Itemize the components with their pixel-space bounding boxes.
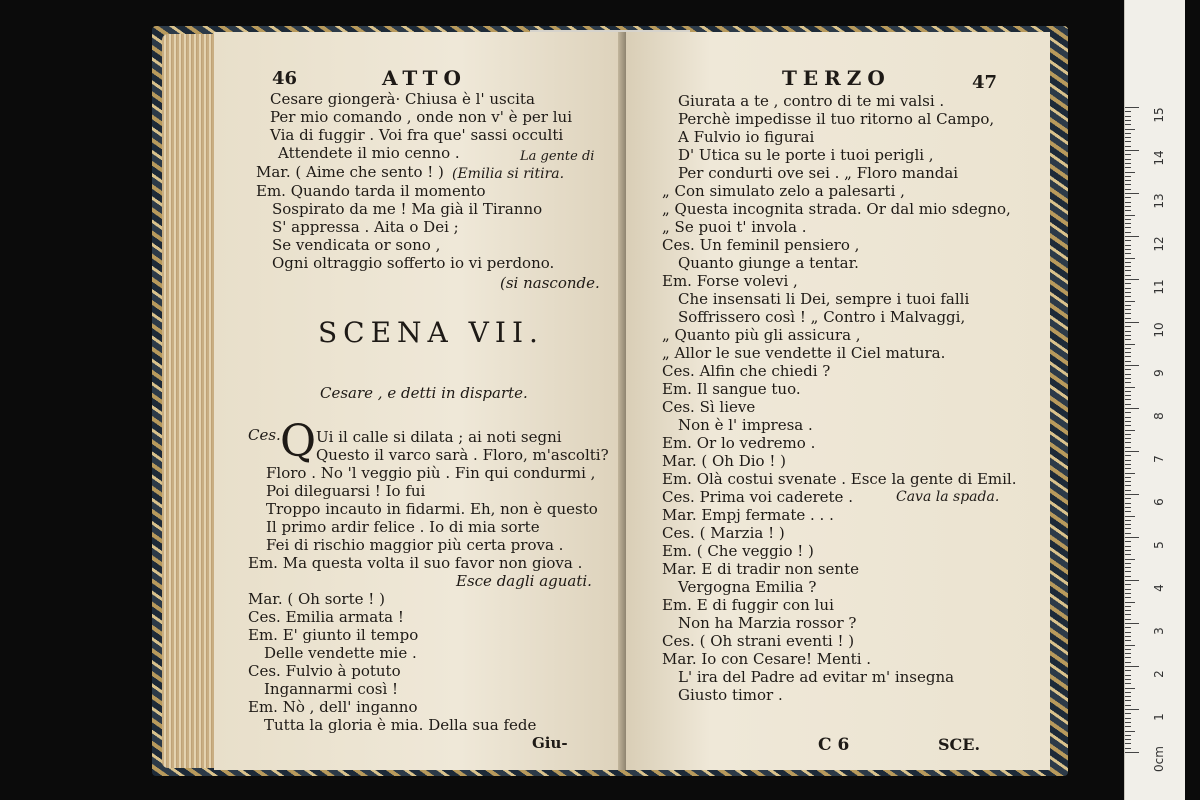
ruler-tick bbox=[1125, 571, 1131, 572]
text-line: Non è l' impresa . bbox=[678, 416, 813, 434]
ruler-tick bbox=[1125, 614, 1131, 615]
ruler-tick bbox=[1125, 249, 1131, 250]
ruler-tick bbox=[1125, 227, 1131, 228]
ruler-tick bbox=[1125, 193, 1139, 194]
ruler-tick bbox=[1125, 172, 1135, 173]
text-line: Em. E' giunto il tempo bbox=[248, 626, 419, 644]
ruler-tick bbox=[1125, 378, 1131, 379]
page-number: 47 bbox=[972, 72, 998, 93]
ruler-tick bbox=[1125, 498, 1131, 499]
scene-title: SCENA VII. bbox=[318, 316, 544, 349]
ruler-tick bbox=[1125, 735, 1131, 736]
ruler-tick bbox=[1125, 520, 1131, 521]
ruler-tick bbox=[1125, 240, 1131, 241]
text-line: Em. Nò , dell' inganno bbox=[248, 698, 418, 716]
ruler-tick bbox=[1125, 748, 1131, 749]
ruler-tick bbox=[1125, 649, 1131, 650]
ruler-tick bbox=[1125, 675, 1131, 676]
ruler-tick bbox=[1125, 202, 1131, 203]
ruler-tick bbox=[1125, 602, 1135, 603]
text-line: Delle vendette mie . bbox=[264, 644, 417, 662]
ruler-tick bbox=[1125, 150, 1139, 151]
ruler-tick bbox=[1125, 223, 1131, 224]
ruler-tick bbox=[1125, 541, 1131, 542]
text-line: Fei di rischio maggior più certa prova . bbox=[266, 536, 564, 554]
ruler-tick bbox=[1125, 391, 1131, 392]
ruler-tick bbox=[1125, 447, 1131, 448]
ruler-tick bbox=[1125, 129, 1135, 130]
text-line: Vergogna Emilia ? bbox=[678, 578, 817, 596]
ruler-tick bbox=[1125, 567, 1131, 568]
text-line: Em. Forse volevi , bbox=[662, 272, 798, 290]
text-line: Quanto giunge a tentar. bbox=[678, 254, 859, 272]
ruler-tick bbox=[1125, 425, 1131, 426]
text-line: Em. E di fuggir con lui bbox=[662, 596, 834, 614]
ruler-tick bbox=[1125, 623, 1139, 624]
ruler-tick bbox=[1125, 258, 1135, 259]
ruler-tick bbox=[1125, 421, 1131, 422]
ruler-tick bbox=[1125, 275, 1131, 276]
ruler-tick bbox=[1125, 662, 1131, 663]
ruler-tick bbox=[1125, 464, 1131, 465]
ruler-tick bbox=[1125, 387, 1135, 388]
ruler-tick bbox=[1125, 189, 1131, 190]
text-line: Em. ( Che veggio ! ) bbox=[662, 542, 814, 560]
ruler-tick bbox=[1125, 636, 1131, 637]
ruler-number: 10 bbox=[1152, 322, 1166, 338]
ruler-tick bbox=[1125, 653, 1131, 654]
ruler-tick bbox=[1125, 718, 1131, 719]
text-line: D' Utica su le porte i tuoi perigli , bbox=[678, 146, 934, 164]
ruler-tick bbox=[1125, 537, 1139, 538]
ruler-tick bbox=[1125, 597, 1131, 598]
text-line: Em. Quando tarda il momento bbox=[256, 182, 486, 200]
text-line: Troppo incauto in fidarmi. Eh, non è questo bbox=[266, 500, 598, 518]
text-line: Tutta la gloria è mia. Della sua fede bbox=[264, 716, 537, 734]
ruler-number: 4 bbox=[1152, 584, 1166, 592]
ruler-number: 15 bbox=[1152, 107, 1166, 123]
text-line: Ces. Prima voi caderete . bbox=[662, 488, 853, 506]
ruler-tick bbox=[1125, 344, 1135, 345]
ruler-tick bbox=[1125, 584, 1131, 585]
text-line: Em. Il sangue tuo. bbox=[662, 380, 801, 398]
measuring-ruler bbox=[1124, 0, 1185, 800]
ruler-tick bbox=[1125, 339, 1131, 340]
text-line: Mar. ( Oh Dio ! ) bbox=[662, 452, 786, 470]
ruler-tick bbox=[1125, 546, 1131, 547]
ruler-tick bbox=[1125, 395, 1131, 396]
ruler-tick bbox=[1125, 606, 1131, 607]
text-line: Floro . No 'l veggio più . Fin qui condurmi , bbox=[266, 464, 596, 482]
text-line: Ces. ( Oh strani eventi ! ) bbox=[662, 632, 855, 650]
ruler-tick bbox=[1125, 679, 1131, 680]
ruler-tick bbox=[1125, 683, 1131, 684]
ruler-tick bbox=[1125, 404, 1131, 405]
ruler-tick bbox=[1125, 468, 1131, 469]
ruler-tick bbox=[1125, 154, 1131, 155]
ruler-tick bbox=[1125, 219, 1131, 220]
ruler-tick bbox=[1125, 335, 1131, 336]
text-line: „ Se puoi t' invola . bbox=[662, 218, 807, 236]
text-line: Per condurti ove sei . „ Floro mandai bbox=[678, 164, 959, 182]
scene-cast: Cesare , e detti in disparte. bbox=[320, 384, 528, 402]
ruler-tick bbox=[1125, 270, 1131, 271]
ruler-tick bbox=[1125, 232, 1131, 233]
ruler-tick bbox=[1125, 146, 1131, 147]
ruler-tick bbox=[1125, 197, 1131, 198]
signature-mark: C 6 bbox=[818, 735, 850, 755]
text-line: Mar. Empj fermate . . . bbox=[662, 506, 834, 524]
text-line: Ces. Sì lieve bbox=[662, 398, 756, 416]
text-line: Non ha Marzia rossor ? bbox=[678, 614, 857, 632]
stage-direction: Cava la spada. bbox=[896, 489, 1000, 505]
ruler-tick bbox=[1125, 107, 1139, 108]
ruler-tick bbox=[1125, 236, 1139, 237]
catchword: Giu- bbox=[532, 734, 568, 752]
ruler-tick bbox=[1125, 382, 1131, 383]
text-line: Poi dileguarsi ! Io fui bbox=[266, 482, 426, 500]
ruler-tick bbox=[1125, 645, 1135, 646]
ruler-tick bbox=[1125, 657, 1131, 658]
ruler-tick bbox=[1125, 133, 1131, 134]
ruler-tick bbox=[1125, 137, 1131, 138]
text-line: Via di fuggir . Voi fra que' sassi occulti bbox=[270, 126, 564, 144]
stage-direction: (Emilia si ritira. bbox=[452, 166, 565, 182]
ruler-tick bbox=[1125, 460, 1131, 461]
ruler-number: 12 bbox=[1152, 236, 1166, 252]
ruler-tick bbox=[1125, 485, 1131, 486]
ruler-tick bbox=[1125, 576, 1131, 577]
ruler-tick bbox=[1125, 692, 1131, 693]
ruler-tick bbox=[1125, 494, 1139, 495]
text-line: S' appressa . Aita o Dei ; bbox=[272, 218, 459, 236]
text-line: Mar. Io con Cesare! Menti . bbox=[662, 650, 872, 668]
text-line: Attendete il mio cenno . bbox=[278, 144, 460, 162]
ruler-tick bbox=[1125, 580, 1139, 581]
ruler-tick bbox=[1125, 288, 1131, 289]
stage-direction: La gente di bbox=[520, 149, 595, 164]
ruler-tick bbox=[1125, 331, 1131, 332]
ruler-tick bbox=[1125, 399, 1131, 400]
ruler-tick bbox=[1125, 451, 1139, 452]
ruler-tick bbox=[1125, 279, 1139, 280]
ruler-tick bbox=[1125, 167, 1131, 168]
page-number: 46 bbox=[272, 68, 298, 89]
ruler-tick bbox=[1125, 206, 1131, 207]
ruler-tick bbox=[1125, 305, 1131, 306]
text-line: Soffrissero così ! „ Contro i Malvaggi, bbox=[678, 308, 966, 326]
ruler-tick bbox=[1125, 301, 1135, 302]
ruler-tick bbox=[1125, 533, 1131, 534]
ruler-tick bbox=[1125, 124, 1131, 125]
ruler-tick bbox=[1125, 743, 1131, 744]
ruler-tick bbox=[1125, 176, 1131, 177]
text-line: Se vendicata or sono , bbox=[272, 236, 441, 254]
ruler-tick bbox=[1125, 180, 1131, 181]
ruler-tick bbox=[1125, 490, 1131, 491]
text-line: Mar. E di tradir non sente bbox=[662, 560, 859, 578]
speaker-label: Ces. bbox=[248, 426, 281, 444]
ruler-number: 9 bbox=[1152, 369, 1166, 377]
text-line: Ces. Alfin che chiedi ? bbox=[662, 362, 831, 380]
ruler-tick bbox=[1125, 632, 1131, 633]
ruler-tick bbox=[1125, 722, 1131, 723]
ruler-tick bbox=[1125, 670, 1131, 671]
ruler-tick bbox=[1125, 700, 1131, 701]
ruler-tick bbox=[1125, 709, 1139, 710]
ruler-tick bbox=[1125, 554, 1131, 555]
ruler-tick bbox=[1125, 309, 1131, 310]
ruler-tick bbox=[1125, 408, 1139, 409]
ruler-tick bbox=[1125, 322, 1139, 323]
speaker-line: Mar. ( Aime che sento ! ) bbox=[256, 163, 444, 181]
ruler-tick bbox=[1125, 589, 1131, 590]
ruler-tick bbox=[1125, 550, 1131, 551]
text-line: Ces. Un feminil pensiero , bbox=[662, 236, 860, 254]
text-line: L' ira del Padre ad evitar m' insegna bbox=[678, 668, 955, 686]
ruler-tick bbox=[1125, 477, 1131, 478]
drop-capital: Q bbox=[280, 416, 317, 467]
ruler-tick bbox=[1125, 507, 1131, 508]
ruler-tick bbox=[1125, 731, 1135, 732]
stage-direction: (si nasconde. bbox=[500, 274, 600, 292]
text-line: „ Con simulato zelo a palesarti , bbox=[662, 182, 905, 200]
ruler-tick bbox=[1125, 369, 1131, 370]
ruler-number: 7 bbox=[1152, 455, 1166, 463]
text-line: Giurata a te , contro di te mi valsi . bbox=[678, 92, 945, 110]
text-line: Il primo ardir felice . Io di mia sorte bbox=[266, 518, 540, 536]
ruler-tick bbox=[1125, 666, 1139, 667]
ruler-number: 3 bbox=[1152, 627, 1166, 635]
text-line: Em. Or lo vedremo . bbox=[662, 434, 816, 452]
ruler-tick bbox=[1125, 688, 1135, 689]
ruler-tick bbox=[1125, 116, 1131, 117]
ruler-unit-label: 0cm bbox=[1152, 746, 1166, 772]
text-line: Ogni oltraggio sofferto io vi perdono. bbox=[272, 254, 555, 272]
running-head: TERZO bbox=[782, 66, 891, 90]
catchword: SCE. bbox=[938, 735, 981, 754]
ruler-tick bbox=[1125, 141, 1131, 142]
ruler-tick bbox=[1125, 159, 1131, 160]
ruler-tick bbox=[1125, 210, 1131, 211]
ruler-number: 13 bbox=[1152, 193, 1166, 209]
ruler-tick bbox=[1125, 120, 1131, 121]
text-line: Em. Olà costui svenate . Esce la gente di Emil. bbox=[662, 470, 1017, 488]
ruler-number: 8 bbox=[1152, 412, 1166, 420]
text-line: Questo il varco sarà . Floro, m'ascolti? bbox=[316, 446, 609, 464]
ruler-tick bbox=[1125, 266, 1131, 267]
ruler-tick bbox=[1125, 253, 1131, 254]
stage-direction: Esce dagli aguati. bbox=[456, 572, 592, 590]
ruler-tick bbox=[1125, 481, 1131, 482]
ruler-tick bbox=[1125, 524, 1131, 525]
ruler-tick bbox=[1125, 563, 1131, 564]
text-line: „ Allor le sue vendette il Ciel matura. bbox=[662, 344, 946, 362]
text-line: Mar. ( Oh sorte ! ) bbox=[248, 590, 385, 608]
ruler-tick bbox=[1125, 374, 1131, 375]
ruler-tick bbox=[1125, 296, 1131, 297]
ruler-tick bbox=[1125, 511, 1131, 512]
text-line: Ces. Emilia armata ! bbox=[248, 608, 404, 626]
ruler-tick bbox=[1125, 184, 1131, 185]
text-line: Perchè impedisse il tuo ritorno al Campo, bbox=[678, 110, 995, 128]
ruler-tick bbox=[1125, 503, 1131, 504]
ruler-tick bbox=[1125, 713, 1131, 714]
text-line: Che insensati li Dei, sempre i tuoi falli bbox=[678, 290, 970, 308]
ruler-tick bbox=[1125, 455, 1131, 456]
text-line: Ces. ( Marzia ! ) bbox=[662, 524, 785, 542]
text-line: Per mio comando , onde non v' è per lui bbox=[270, 108, 572, 126]
ruler-tick bbox=[1125, 559, 1135, 560]
ruler-tick bbox=[1125, 705, 1131, 706]
ruler-tick bbox=[1125, 356, 1131, 357]
text-line: Em. Ma questa volta il suo favor non giova . bbox=[248, 554, 583, 572]
ruler-tick bbox=[1125, 627, 1131, 628]
ruler-tick bbox=[1125, 473, 1135, 474]
ruler-tick bbox=[1125, 593, 1131, 594]
ruler-tick bbox=[1125, 352, 1131, 353]
text-line: Giusto timor . bbox=[678, 686, 783, 704]
ruler-tick bbox=[1125, 245, 1131, 246]
left-page bbox=[214, 32, 624, 770]
text-line: „ Quanto più gli assicura , bbox=[662, 326, 861, 344]
ruler-number: 6 bbox=[1152, 498, 1166, 506]
ruler-number: 14 bbox=[1152, 150, 1166, 166]
text-line: Ingannarmi così ! bbox=[264, 680, 399, 698]
ruler-tick bbox=[1125, 283, 1131, 284]
ruler-number: 5 bbox=[1152, 541, 1166, 549]
ruler-tick bbox=[1125, 528, 1131, 529]
ruler-tick bbox=[1125, 434, 1131, 435]
ruler-tick bbox=[1125, 365, 1139, 366]
text-line: Ui il calle si dilata ; ai noti segni bbox=[316, 428, 562, 446]
running-head: ATTO bbox=[382, 66, 467, 90]
right-page bbox=[626, 32, 1050, 770]
ruler-tick bbox=[1125, 326, 1131, 327]
ruler-tick bbox=[1125, 726, 1131, 727]
ruler-tick bbox=[1125, 412, 1131, 413]
ruler-tick bbox=[1125, 163, 1131, 164]
ruler-number: 11 bbox=[1152, 279, 1166, 295]
text-line: Ces. Fulvio à potuto bbox=[248, 662, 401, 680]
ruler-tick bbox=[1125, 292, 1131, 293]
ruler-tick bbox=[1125, 215, 1135, 216]
ruler-tick bbox=[1125, 318, 1131, 319]
ruler-tick bbox=[1125, 430, 1135, 431]
ruler-number: 2 bbox=[1152, 670, 1166, 678]
ruler-tick bbox=[1125, 516, 1135, 517]
ruler-tick bbox=[1125, 442, 1131, 443]
ruler-tick bbox=[1125, 348, 1131, 349]
text-line: Cesare giongerà· Chiusa è l' uscita bbox=[270, 90, 535, 108]
ruler-number: 1 bbox=[1152, 713, 1166, 721]
ruler-tick bbox=[1125, 610, 1131, 611]
ruler-tick bbox=[1125, 111, 1131, 112]
ruler-tick bbox=[1125, 640, 1131, 641]
text-line: A Fulvio io figurai bbox=[678, 128, 815, 146]
ruler-tick bbox=[1125, 313, 1131, 314]
ruler-tick bbox=[1125, 417, 1131, 418]
text-line: Sospirato da me ! Ma già il Tiranno bbox=[272, 200, 543, 218]
text-line: „ Questa incognita strada. Or dal mio sdegno, bbox=[662, 200, 1011, 218]
ruler-tick bbox=[1125, 619, 1131, 620]
ruler-tick bbox=[1125, 438, 1131, 439]
ruler-tick bbox=[1125, 752, 1139, 753]
ruler-tick bbox=[1125, 361, 1131, 362]
ruler-tick bbox=[1125, 262, 1131, 263]
ruler-tick bbox=[1125, 696, 1131, 697]
ruler-tick bbox=[1125, 739, 1131, 740]
